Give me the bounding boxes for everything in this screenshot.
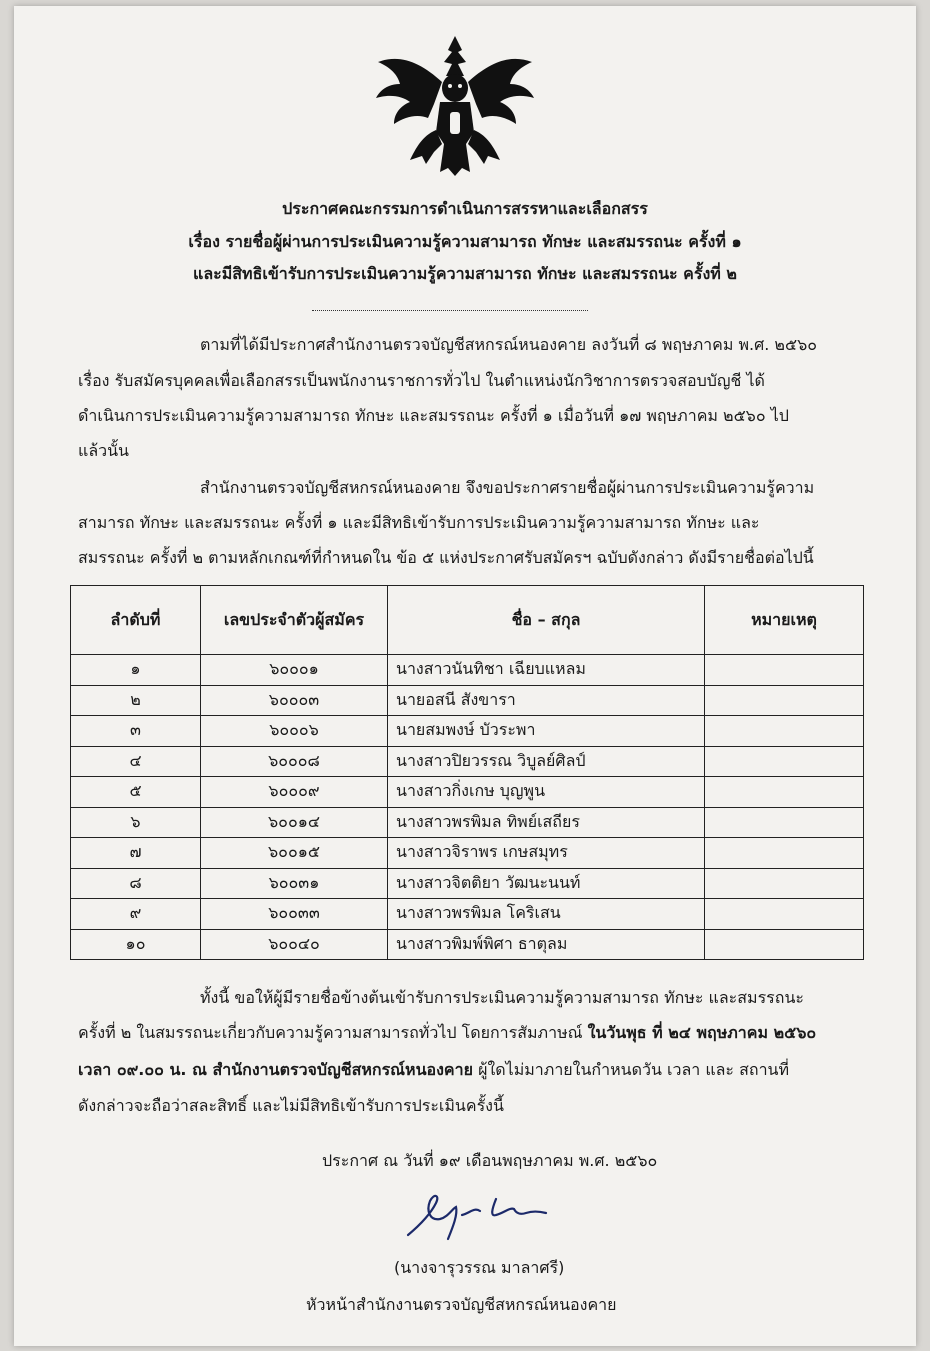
- row-order: ๙: [71, 899, 201, 930]
- table-row: [71, 838, 864, 869]
- paragraph1-line3: ดำเนินการประเมินความรู้ความสามารถ ทักษะ และสมรรถนะ ครั้งที่ ๑ เมื่อวันที่ ๑๗ พฤษภาคม ๒๕๖๐ ไป: [78, 406, 789, 425]
- row-applicant-id: ๖๐๐๑๔: [201, 807, 388, 838]
- row-applicant-id: ๖๐๐๐๖: [201, 716, 388, 747]
- paragraph3-line3-text: ผู้ใดไม่มาภายในกำหนดวัน เวลา และ สถานที่: [472, 1060, 790, 1079]
- row-remark: [705, 716, 864, 747]
- row-applicant-id: ๖๐๐๐๑: [201, 655, 388, 686]
- paragraph3-line1: ทั้งนี้ ขอให้ผู้มีรายชื่อข้างต้นเข้ารับการประเมินความรู้ความสามารถ ทักษะ และสมรรถนะ: [200, 988, 804, 1007]
- row-applicant-id: ๖๐๐๓๓: [201, 899, 388, 930]
- table-row: [71, 746, 864, 777]
- candidate-table: [70, 585, 864, 960]
- table-row: [71, 868, 864, 899]
- row-applicant-id: ๖๐๐๓๑: [201, 868, 388, 899]
- row-applicant-id: ๖๐๐๐๓: [201, 685, 388, 716]
- row-order: ๘: [71, 868, 201, 899]
- row-name: นางสาวพรพิมล ทิพย์เสถียร: [388, 807, 705, 838]
- row-remark: [705, 746, 864, 777]
- row-remark: [705, 929, 864, 960]
- row-remark: [705, 685, 864, 716]
- table-row: [71, 899, 864, 930]
- row-applicant-id: ๖๐๐๑๕: [201, 838, 388, 869]
- row-remark: [705, 655, 864, 686]
- row-name: นายสมพงษ์ บัวระพา: [388, 716, 705, 747]
- announcement-date: ประกาศ ณ วันที่ ๑๙ เดือนพฤษภาคม พ.ศ. ๒๕๖๐: [322, 1151, 658, 1170]
- garuda-emblem-icon: [370, 32, 540, 180]
- table-row: [71, 716, 864, 747]
- paragraph1-line2: เรื่อง รับสมัครบุคคลเพื่อเลือกสรรเป็นพนักงานราชการทั่วไป ในตำแหน่งนักวิชาการตรวจสอบบัญชี ได้: [78, 371, 765, 390]
- handwritten-signature: [400, 1185, 560, 1245]
- row-order: ๕: [71, 777, 201, 808]
- row-remark: [705, 838, 864, 869]
- document-subject-continued: และมีสิทธิเข้ารับการประเมินความรู้ความสามารถ ทักษะ และสมรรถนะ ครั้งที่ ๒: [193, 264, 737, 283]
- row-name: นางสาวพิมพ์พิศา ธาตุลม: [388, 929, 705, 960]
- interview-time-place: เวลา ๐๙.๐๐ น. ณ สำนักงานตรวจบัญชีสหกรณ์หนองคาย: [78, 1060, 473, 1079]
- table-row: [71, 685, 864, 716]
- paragraph2-line1: สำนักงานตรวจบัญชีสหกรณ์หนองคาย จึงขอประกาศรายชื่อผู้ผ่านการประเมินความรู้ความ: [200, 478, 815, 497]
- row-applicant-id: ๖๐๐๐๙: [201, 777, 388, 808]
- row-name: นางสาวกิ่งเกษ บุญพูน: [388, 777, 705, 808]
- row-name: นางสาวจิราพร เกษสมุทร: [388, 838, 705, 869]
- header-applicant-id: เลขประจำตัวผู้สมัคร: [201, 586, 388, 655]
- row-name: นางสาวปิยวรรณ วิบูลย์ศิลป์: [388, 746, 705, 777]
- header-name: ชื่อ – สกุล: [388, 586, 705, 655]
- table-row: [71, 929, 864, 960]
- table-header-row: [71, 586, 864, 655]
- header-remark: หมายเหตุ: [705, 586, 864, 655]
- paragraph3-line2-text: ครั้งที่ ๒ ในสมรรถนะเกี่ยวกับความรู้ความสามารถทั่วไป โดยการสัมภาษณ์: [78, 1023, 588, 1042]
- interview-date: ในวันพุธ ที่ ๒๔ พฤษภาคม ๒๕๖๐: [587, 1023, 817, 1042]
- row-remark: [705, 899, 864, 930]
- table-row: [71, 807, 864, 838]
- row-order: ๖: [71, 807, 201, 838]
- paragraph2-line2: สามารถ ทักษะ และสมรรถนะ ครั้งที่ ๑ และมีสิทธิเข้ารับการประเมินความรู้ความสามารถ ทักษะ และ: [78, 513, 760, 532]
- paragraph1-line4: แล้วนั้น: [78, 441, 129, 460]
- paragraph3-line2: [78, 1023, 816, 1043]
- paragraph3-line3: [78, 1060, 789, 1080]
- row-applicant-id: ๖๐๐๔๐: [201, 929, 388, 960]
- row-name: นายอสนี สังขารา: [388, 685, 705, 716]
- row-order: ๑: [71, 655, 201, 686]
- row-order: ๑๐: [71, 929, 201, 960]
- signer-name: (นางจารุวรรณ มาลาศรี): [394, 1258, 565, 1277]
- row-order: ๓: [71, 716, 201, 747]
- row-name: นางสาวนันทิชา เฉียบแหลม: [388, 655, 705, 686]
- row-name: นางสาวจิตติยา วัฒนะนนท์: [388, 868, 705, 899]
- paragraph1-line1: ตามที่ได้มีประกาศสำนักงานตรวจบัญชีสหกรณ์หนองคาย ลงวันที่ ๘ พฤษภาคม พ.ศ. ๒๕๖๐: [200, 335, 818, 354]
- row-order: ๔: [71, 746, 201, 777]
- table-row: [71, 777, 864, 808]
- header-order: ลำดับที่: [71, 586, 201, 655]
- document-subject: เรื่อง รายชื่อผู้ผ่านการประเมินความรู้ความสามารถ ทักษะ และสมรรถนะ ครั้งที่ ๑: [188, 232, 742, 251]
- paragraph3-line4: ดังกล่าวจะถือว่าสละสิทธิ์ และไม่มีสิทธิเข้ารับการประเมินครั้งนี้: [78, 1096, 504, 1115]
- paragraph2-line3: สมรรถนะ ครั้งที่ ๒ ตามหลักเกณฑ์ที่กำหนดใน ข้อ ๕ แห่งประกาศรับสมัครฯ ฉบับดังกล่าว ดังมีรายชื่อต่อไปนี้: [78, 548, 814, 567]
- row-name: นางสาวพรพิมล โคริเสน: [388, 899, 705, 930]
- row-applicant-id: ๖๐๐๐๘: [201, 746, 388, 777]
- row-order: ๗: [71, 838, 201, 869]
- table-row: [71, 655, 864, 686]
- document-title: ประกาศคณะกรรมการดำเนินการสรรหาและเลือกสรร: [282, 199, 648, 218]
- row-remark: [705, 777, 864, 808]
- signer-title: หัวหน้าสำนักงานตรวจบัญชีสหกรณ์หนองคาย: [306, 1295, 617, 1314]
- row-remark: [705, 868, 864, 899]
- row-remark: [705, 807, 864, 838]
- row-order: ๒: [71, 685, 201, 716]
- dotted-divider: [312, 310, 588, 311]
